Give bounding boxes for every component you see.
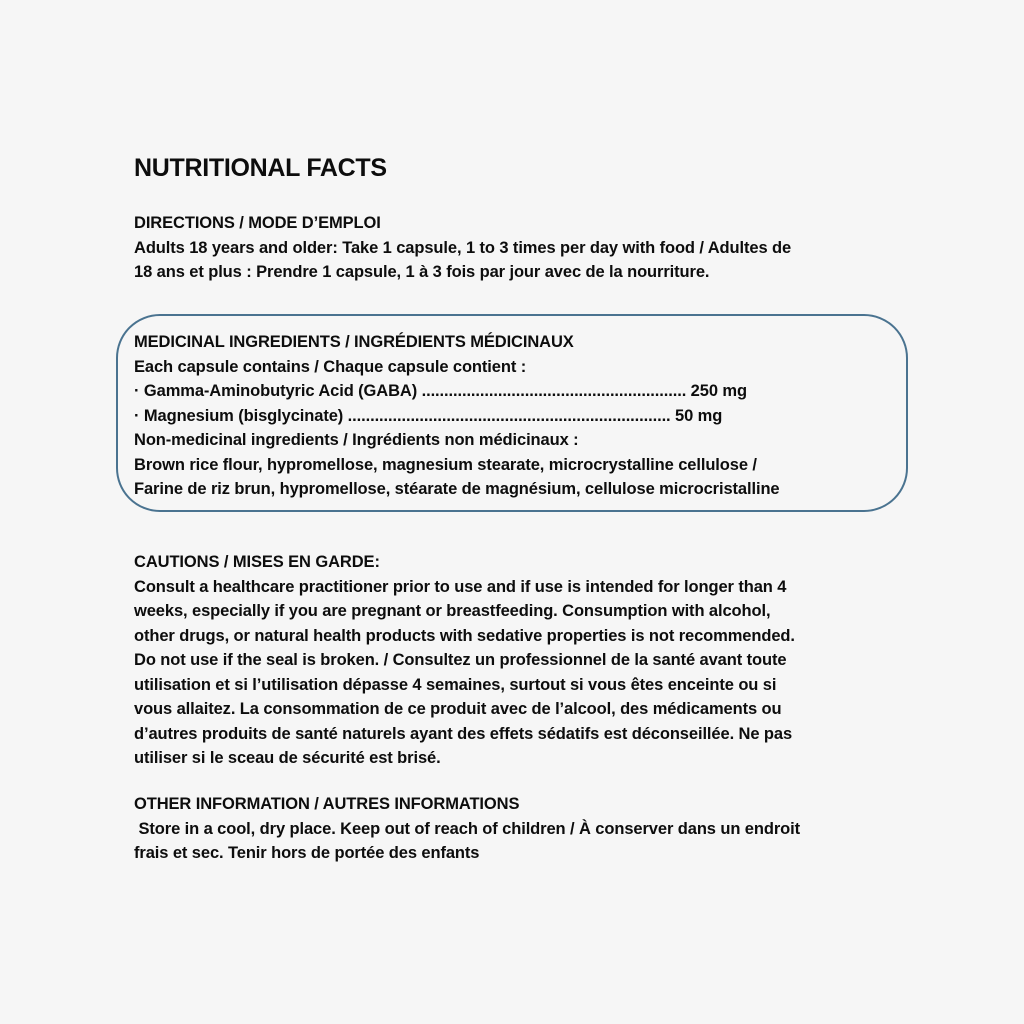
- other-information-line: Store in a cool, dry place. Keep out of reach of children / À conserver dans un endroit: [134, 819, 801, 838]
- other-information-line: frais et sec. Tenir hors de portée des enfants: [134, 844, 480, 862]
- ingredient-magnesium: · Magnesium (bisglycinate) ........................................................................ 50 mg: [134, 406, 723, 425]
- cautions-line: other drugs, or natural health products with sedative properties is not recommended.: [134, 626, 795, 645]
- other-information-heading: OTHER INFORMATION / AUTRES INFORMATIONS: [134, 795, 520, 813]
- medicinal-ingredients-heading: MEDICINAL INGREDIENTS / INGRÉDIENTS MÉDICINAUX: [134, 333, 574, 351]
- directions-line: Adults 18 years and older: Take 1 capsule, 1 to 3 times per day with food / Adultes de: [134, 238, 792, 257]
- non-medicinal-line: Farine de riz brun, hypromellose, stéarate de magnésium, cellulose microcristalline: [134, 480, 780, 498]
- capsule-contains-line: Each capsule contains / Chaque capsule contient :: [134, 357, 527, 376]
- cautions-line: Do not use if the seal is broken. / Consultez un professionnel de la santé avant toute: [134, 651, 787, 669]
- directions-section: [134, 211, 791, 285]
- non-medicinal-heading: Non-medicinal ingredients / Ingrédients non médicinaux :: [134, 431, 579, 449]
- medicinal-ingredients-section: [134, 330, 780, 502]
- other-information-section: [134, 792, 800, 866]
- cautions-line: d’autres produits de santé naturels ayant des effets sédatifs est déconseillée. Ne pas: [134, 724, 793, 743]
- directions-line: 18 ans et plus : Prendre 1 capsule, 1 à 3 fois par jour avec de la nourriture.: [134, 263, 710, 281]
- cautions-line: weeks, especially if you are pregnant or breastfeeding. Consumption with alcohol,: [134, 602, 771, 620]
- cautions-line: vous allaitez. La consommation de ce produit avec de l’alcool, des médicaments ou: [134, 700, 782, 718]
- ingredient-gaba: · Gamma-Aminobutyric Acid (GABA) ........................................................... 250 mg: [134, 382, 747, 400]
- non-medicinal-line: Brown rice flour, hypromellose, magnesium stearate, microcrystalline cellulose /: [134, 455, 757, 474]
- page-title: NUTRITIONAL FACTS: [134, 154, 387, 182]
- cautions-line: utilisation et si l’utilisation dépasse 4 semaines, surtout si vous êtes enceinte ou si: [134, 675, 777, 694]
- cautions-heading: CAUTIONS / MISES EN GARDE:: [134, 553, 380, 571]
- cautions-section: [134, 550, 795, 771]
- cautions-line: utiliser si le sceau de sécurité est brisé.: [134, 749, 441, 767]
- cautions-line: Consult a healthcare practitioner prior to use and if use is intended for longer than 4: [134, 577, 787, 596]
- directions-heading: DIRECTIONS / MODE D’EMPLOI: [134, 214, 381, 232]
